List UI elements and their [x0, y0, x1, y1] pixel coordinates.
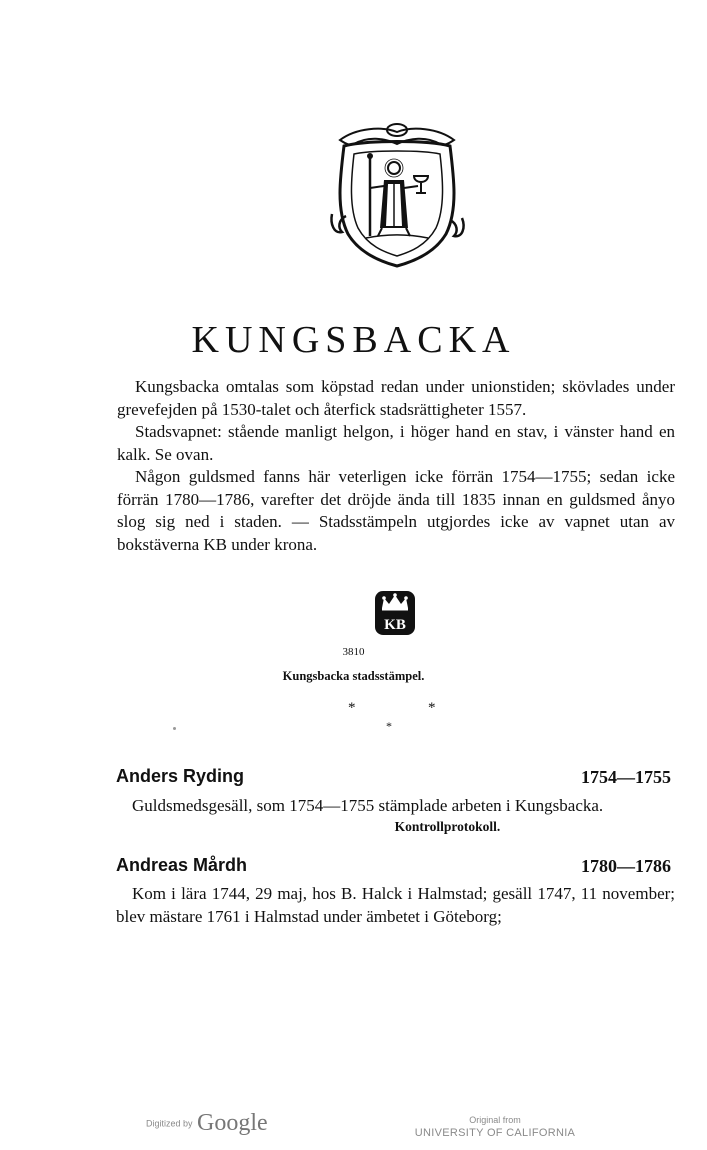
entry-text-andreas-mardh [116, 883, 675, 928]
entry-text-anders-ryding [116, 795, 675, 818]
stamp-letters: KB [384, 617, 406, 633]
original-from-label: Original from [469, 1115, 521, 1125]
digitized-by-label: Digitized by [146, 1118, 193, 1129]
coat-of-arms-icon [326, 118, 468, 268]
original-from [400, 1115, 590, 1140]
coat-of-arms-image [326, 118, 468, 268]
entry-years-andreas-mardh: 1780—1786 [581, 856, 671, 876]
separator-asterisk-1: * [348, 700, 356, 716]
separator-asterisk-2: * [428, 700, 436, 716]
university-label: UNIVERSITY OF CALIFORNIA [414, 1127, 576, 1139]
separator-asterisk-3: * [386, 719, 392, 733]
entry-name-andreas-mardh: Andreas Mårdh [116, 855, 248, 875]
entry-years-anders-ryding: 1754—1755 [581, 767, 671, 787]
google-logo: Google [196, 1110, 268, 1136]
stamp-caption: Kungsbacka stadsstämpel. [282, 669, 425, 683]
stamp-number: 3810 [342, 646, 365, 658]
entry-name-anders-ryding: Anders Ryding [116, 766, 245, 786]
source-label: Kontrollprotokoll. [394, 819, 501, 834]
page-title: KUNGSBACKA [191, 319, 516, 361]
town-stamp-image [374, 590, 416, 636]
entry-paragraph: Kom i lära 1744, 29 maj, hos B. Halck i Halmstad; gesäll 1747, 11 november; blev mästare 1761 i Halmstad under ämbetet i Göteborg; [116, 884, 675, 926]
intro-paragraph-1: Kungsbacka omtalas som köpstad redan under unionstiden; skövlades under grevefejden på 1530-talet och återfick stadsrättigheter 1557. [117, 377, 675, 419]
crown-kb-stamp-icon [374, 590, 416, 636]
intro-text [117, 376, 675, 556]
stray-dot [173, 727, 176, 730]
digitized-by-google [146, 1110, 268, 1137]
intro-paragraph-3: Någon guldsmed fanns här veterligen icke förrän 1754—1755; sedan icke förrän 1780—1786, varefter det dröjde ända till 1835 innan en guldsmed ånyo slog sig ned i staden. — Stadsstämpeln utgjordes icke av vapnet utan av bokstäverna KB under krona. [117, 467, 675, 554]
intro-paragraph-2: Stadsvapnet: stående manligt helgon, i höger hand en stav, i vänster hand en kalk. Se ovan. [117, 422, 675, 464]
entry-source-anders-ryding [0, 818, 707, 836]
entry-paragraph: Guldsmedsgesäll, som 1754—1755 stämplade arbeten i Kungsbacka. [132, 796, 604, 815]
